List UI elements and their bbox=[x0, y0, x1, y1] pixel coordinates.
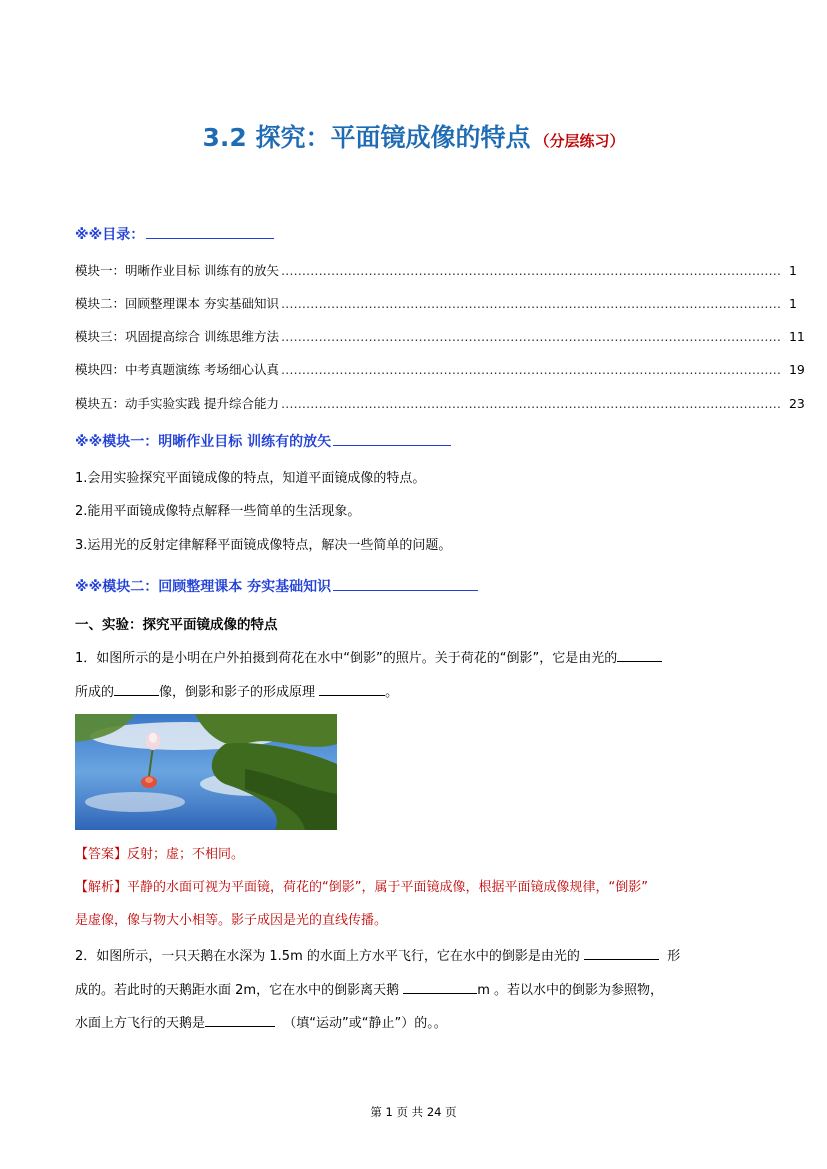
toc-item[interactable] bbox=[75, 294, 797, 312]
toc-item-page: 23 bbox=[788, 395, 805, 411]
toc-leader: ………………………………………………………………………………………………………… bbox=[280, 295, 781, 311]
title-main: 3.2 探究：平面镜成像的特点 bbox=[202, 123, 531, 152]
question-2-line3: 水面上方飞行的天鹅是 （填“运动”或“静止”）的。。 bbox=[75, 1013, 755, 1033]
question-2-line1: 2．如图所示，一只天鹅在水深为 1.5m 的水面上方水平飞行，它在水中的倒影是由光的 形 bbox=[75, 946, 755, 966]
answer-label: 【答案】 bbox=[75, 847, 128, 862]
question-2-line2: 成的。若此时的天鹅距水面 2m，它在水中的倒影离天鹅 m 。若以水中的倒影为参照物， bbox=[75, 980, 755, 1000]
question-1-line2: 所成的 像，倒影和影子的形成原理 。 bbox=[75, 682, 755, 702]
answer-blank[interactable] bbox=[617, 648, 662, 662]
heading-rule bbox=[333, 590, 478, 591]
answer-blank[interactable] bbox=[205, 1013, 275, 1027]
answer-blank[interactable] bbox=[319, 682, 385, 696]
toc-item-label: 模块二：回顾整理课本 夯实基础知识 bbox=[75, 296, 279, 311]
analysis-line1: 【解析】平静的水面可视为平面镜，荷花的“倒影”，属于平面镜成像，根据平面镜成像规律，“倒影” bbox=[75, 880, 648, 895]
toc-item-label: 模块四：中考真题演练 考场细心认真 bbox=[75, 362, 279, 377]
goal-3: 3.运用光的反射定律解释平面镜成像特点，解决一些简单的问题。 bbox=[75, 538, 452, 553]
toc-item-label: 模块一：明晰作业目标 训练有的放矢 bbox=[75, 263, 279, 278]
toc-item[interactable] bbox=[75, 360, 805, 378]
answer-blank[interactable] bbox=[584, 946, 659, 960]
analysis-line2: 是虚像，像与物大小相等。影子成因是光的直线传播。 bbox=[75, 913, 388, 928]
toc-leader: ………………………………………………………………………………………………………… bbox=[280, 395, 781, 411]
toc-leader: ………………………………………………………………………………………………………… bbox=[280, 361, 781, 377]
toc-item-page: 1 bbox=[788, 295, 797, 311]
goal-2: 2.能用平面镜成像特点解释一些简单的生活现象。 bbox=[75, 504, 361, 519]
module2-heading: ※※模块二：回顾整理课本 夯实基础知识 bbox=[75, 576, 478, 596]
page-title bbox=[0, 118, 827, 154]
goal-1: 1.会用实验探究平面镜成像的特点，知道平面镜成像的特点。 bbox=[75, 471, 426, 486]
toc-item-page: 19 bbox=[788, 361, 805, 377]
toc-item[interactable] bbox=[75, 327, 805, 345]
question-1-line1: 1．如图所示的是小明在户外拍摄到荷花在水中“倒影”的照片。关于荷花的“倒影”，它是由光的 bbox=[75, 648, 755, 668]
module1-heading: ※※模块一：明晰作业目标 训练有的放矢 bbox=[75, 431, 451, 451]
toc-leader: ………………………………………………………………………………………………………… bbox=[280, 328, 781, 344]
answer-blank[interactable] bbox=[403, 980, 477, 994]
heading-rule bbox=[333, 445, 451, 446]
toc-item-page: 11 bbox=[788, 328, 805, 344]
toc-item-page: 1 bbox=[788, 262, 797, 278]
toc-leader: ………………………………………………………………………………………………………… bbox=[280, 262, 781, 278]
lotus-reflection-photo bbox=[75, 714, 337, 830]
page-footer: 第 1 页 共 24 页 bbox=[370, 1105, 457, 1119]
analysis-label: 【解析】 bbox=[75, 880, 128, 895]
section-title: 一、实验：探究平面镜成像的特点 bbox=[75, 617, 278, 633]
title-subtitle: （分层练习） bbox=[534, 132, 625, 150]
toc-item-label: 模块三：巩固提高综合 训练思维方法 bbox=[75, 329, 279, 344]
heading-rule bbox=[146, 238, 274, 239]
toc-item[interactable] bbox=[75, 394, 805, 412]
answer-blank[interactable] bbox=[114, 682, 159, 696]
toc-item[interactable] bbox=[75, 261, 797, 279]
answer-text: 反射；虚；不相同。 bbox=[127, 847, 245, 862]
toc-heading: ※※目录： bbox=[75, 224, 274, 244]
toc-item-label: 模块五：动手实验实践 提升综合能力 bbox=[75, 396, 279, 411]
lotus-photo-image bbox=[75, 714, 337, 830]
answer-line bbox=[75, 846, 755, 864]
